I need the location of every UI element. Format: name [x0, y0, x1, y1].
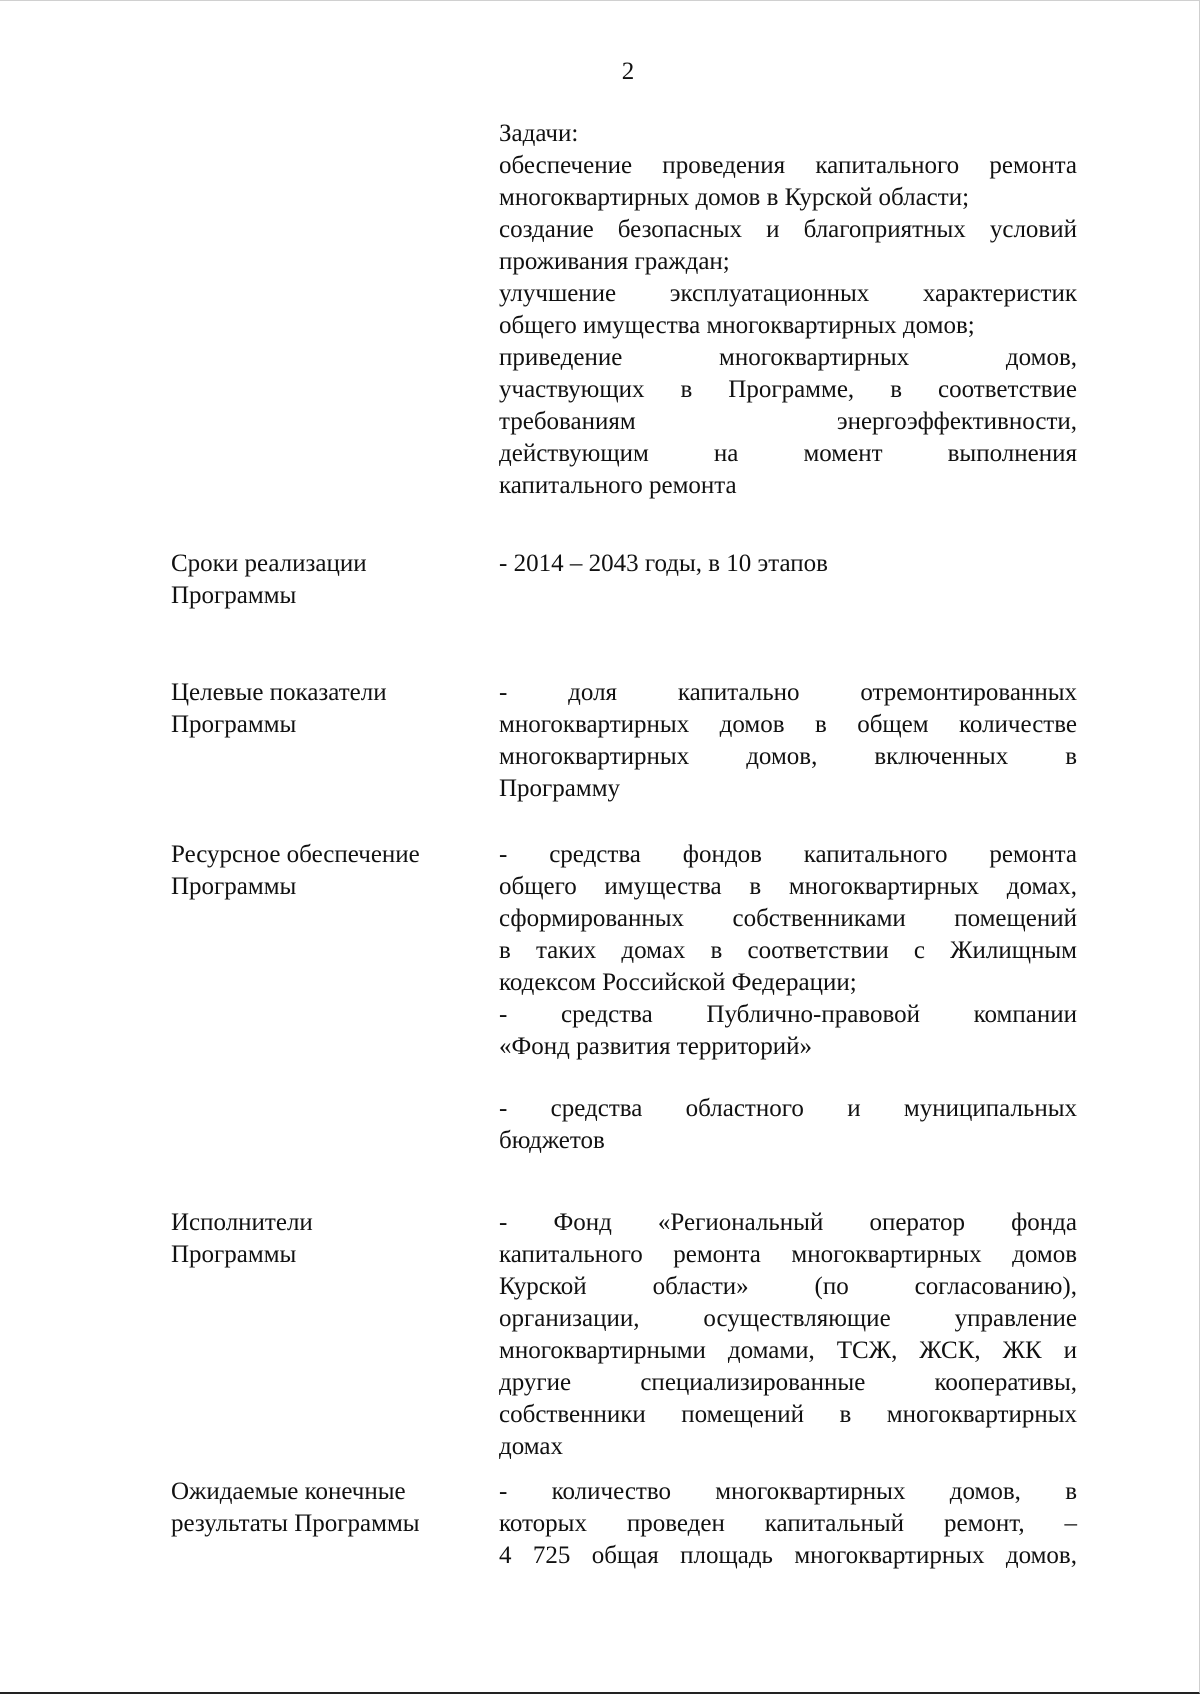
- label-executors: [171, 1207, 471, 1271]
- text-line: многоквартирных домов в общем количестве: [499, 711, 1077, 738]
- text-line: капитального ремонта: [499, 472, 737, 499]
- label-line: Сроки реализации: [171, 550, 367, 577]
- text-line: - средства областного и муниципальных: [499, 1095, 1077, 1122]
- text-line: требованиям энергоэффективности,: [499, 408, 1077, 435]
- label-line: Ожидаемые конечные: [171, 1478, 406, 1505]
- text-line: Задачи:: [499, 120, 579, 147]
- blank-line: [499, 1063, 1077, 1093]
- text-line: действующим на момент выполнения: [499, 440, 1077, 467]
- label-line: Целевые показатели: [171, 679, 387, 706]
- text-line: участвующих в Программе, в соответствие: [499, 376, 1077, 403]
- text-line: многоквартирных домов, включенных в: [499, 743, 1077, 770]
- label-line: Программы: [171, 1241, 297, 1268]
- text-line: в таких домах в соответствии с Жилищным: [499, 937, 1077, 964]
- label-line: Программы: [171, 711, 297, 738]
- text-line: - Фонд «Региональный оператор фонда: [499, 1209, 1077, 1236]
- text-line: которых проведен капитальный ремонт, –: [499, 1510, 1077, 1537]
- label-line: Исполнители: [171, 1209, 313, 1236]
- text-line: - средства фондов капитального ремонта: [499, 841, 1077, 868]
- label-line: Программы: [171, 873, 297, 900]
- value-target-indicators: [499, 677, 1077, 805]
- text-line: кодексом Российской Федерации;: [499, 969, 857, 996]
- text-line: общего имущества в многоквартирных домах,: [499, 873, 1077, 900]
- text-line: создание безопасных и благоприятных условий: [499, 216, 1077, 243]
- text-line: общего имущества многоквартирных домов;: [499, 312, 975, 339]
- text-line: собственники помещений в многоквартирных: [499, 1401, 1077, 1428]
- text-line: обеспечение проведения капитального ремонта: [499, 152, 1077, 179]
- text-line: 4 725 общая площадь многоквартирных домов,: [499, 1542, 1077, 1569]
- text-line: улучшение эксплуатационных характеристик: [499, 280, 1077, 307]
- text-line: сформированных собственниками помещений: [499, 905, 1077, 932]
- text-line: многоквартирными домами, ТСЖ, ЖСК, ЖК и: [499, 1337, 1077, 1364]
- value-implementation-period: [499, 548, 1077, 580]
- label-target-indicators: [171, 677, 471, 741]
- text-line: другие специализированные кооперативы,: [499, 1369, 1077, 1396]
- value-expected-results: [499, 1476, 1077, 1572]
- label-line: Ресурсное обеспечение: [171, 841, 420, 868]
- text-line: - количество многоквартирных домов, в: [499, 1478, 1077, 1505]
- text-line: «Фонд развития территорий»: [499, 1033, 813, 1060]
- label-line: результаты Программы: [171, 1510, 420, 1537]
- text-line: организации, осуществляющие управление: [499, 1305, 1077, 1332]
- value-executors: [499, 1207, 1077, 1463]
- text-line: приведение многоквартирных домов,: [499, 344, 1077, 371]
- tasks-text: [499, 118, 1077, 502]
- text-line: капитального ремонта многоквартирных домов: [499, 1241, 1077, 1268]
- text-line: проживания граждан;: [499, 248, 730, 275]
- text-line: многоквартирных домов в Курской области;: [499, 184, 970, 211]
- text-line: домах: [499, 1433, 563, 1460]
- text-line: - 2014 – 2043 годы, в 10 этапов: [499, 550, 828, 577]
- text-line: - средства Публично-правовой компании: [499, 1001, 1077, 1028]
- page-number: 2: [621, 58, 635, 85]
- text-line: бюджетов: [499, 1127, 605, 1154]
- label-implementation-period: [171, 548, 471, 612]
- label-expected-results: [171, 1476, 471, 1540]
- text-line: Программу: [499, 775, 621, 802]
- text-line: Курской области» (по согласованию),: [499, 1273, 1077, 1300]
- text-line: - доля капитально отремонтированных: [499, 679, 1077, 706]
- label-line: Программы: [171, 582, 297, 609]
- value-resource-provision: [499, 839, 1077, 1157]
- label-resource-provision: [171, 839, 471, 903]
